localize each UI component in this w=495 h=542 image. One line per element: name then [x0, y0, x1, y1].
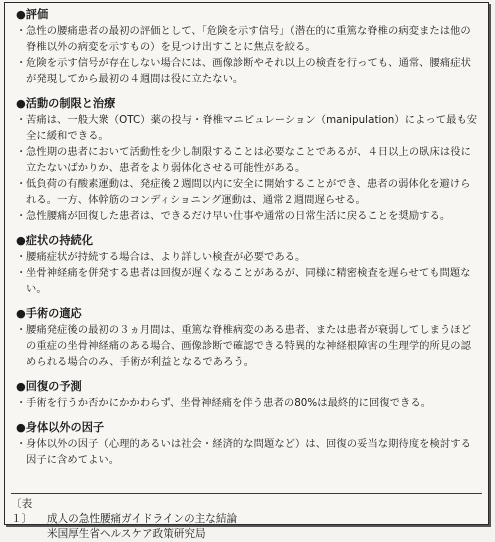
list-item	[16, 265, 480, 297]
section-heading-text: 評価	[25, 8, 49, 21]
table-frame	[4, 2, 489, 540]
list-item	[16, 436, 480, 468]
list-item	[16, 395, 480, 411]
section-heading	[16, 306, 480, 322]
table-title: 成人の急性腰痛ガイドラインの主な結論	[47, 513, 238, 525]
section-heading-text: 活動の制限と治療	[25, 97, 116, 110]
item-bullet-icon: ・	[16, 146, 27, 158]
list-item-text: 坐骨神経痛を併発する患者は回復が遅くなることがあるが、同様に精密検査を遅らせても問題ない。	[26, 267, 471, 295]
item-bullet-icon: ・	[16, 57, 27, 69]
item-bullet-icon: ・	[16, 210, 27, 222]
list-item	[16, 55, 480, 87]
item-bullet-icon: ・	[16, 114, 27, 126]
section	[16, 96, 480, 224]
list-item	[16, 23, 480, 55]
item-bullet-icon: ・	[16, 25, 27, 37]
list-item-text: 苦痛は、一般大衆（OTC）薬の投与・脊椎マニピュレーション（manipulation）によって最も安全に緩和できる。	[26, 114, 478, 142]
section-gap	[16, 87, 480, 96]
section-gap	[16, 411, 480, 420]
list-item	[16, 322, 480, 370]
table-caption	[11, 497, 237, 542]
section-heading-text: 身体以外の因子	[25, 421, 105, 434]
heading-bullet-icon: ●	[16, 380, 26, 393]
item-bullet-icon: ・	[16, 438, 27, 450]
heading-bullet-icon: ●	[16, 8, 26, 21]
section-heading	[16, 379, 480, 395]
section	[16, 233, 480, 297]
section-heading-text: 手術の適応	[25, 307, 82, 320]
section-heading	[16, 96, 480, 112]
list-item-text: 急性期の患者において活動性を少し制限することは必要なことであるが、４日以上の臥床は役に立たないばかりか、患者をより弱体化させる可能性がある。	[26, 146, 471, 174]
section-gap	[16, 370, 480, 379]
list-item-text: 急性腰痛が回復した患者は、できるだけ早い仕事や通常の日常生活に戻ることを奨励する。	[26, 210, 451, 222]
guideline-content	[16, 7, 480, 468]
table-source: 米国厚生省ヘルスケア政策研究局	[47, 528, 206, 540]
heading-bullet-icon: ●	[16, 307, 26, 320]
item-bullet-icon: ・	[16, 324, 27, 336]
list-item-text: 危険を示す信号が存在しない場合には、画像診断やそれ以上の検査を行っても、通常、腰痛症状が発現してから最初の４週間は役に立たない。	[26, 57, 471, 85]
section-heading-text: 回復の予測	[25, 380, 82, 393]
item-bullet-icon: ・	[16, 251, 27, 263]
item-bullet-icon: ・	[16, 267, 27, 279]
list-item	[16, 144, 480, 176]
section	[16, 379, 480, 411]
list-item	[16, 208, 480, 224]
list-item	[16, 112, 480, 144]
section-heading	[16, 7, 480, 23]
section-gap	[16, 297, 480, 306]
section	[16, 420, 480, 468]
list-item-text: 腰痛症状が持続する場合は、より詳しい検査が必要である。	[26, 251, 306, 263]
list-item-text: 手術を行うか否かにかかわらず、坐骨神経痛を伴う患者の80%は最終的に回復できる。	[26, 397, 432, 409]
list-item-text: 急性の腰痛患者の最初の評価として、「危険を示す信号」（潜在的に重篤な脊椎の病変または他の脊椎以外の病変を示すもの）を見つけ出すことに焦点を絞る。	[26, 25, 471, 53]
section	[16, 7, 480, 87]
section-heading	[16, 233, 480, 249]
heading-bullet-icon: ●	[16, 421, 26, 434]
list-item-text: 身体以外の因子（心理的あるいは社会・経済的な問題など）は、回復の妥当な期待度を検討する因子に含めてよい。	[26, 438, 471, 466]
list-item	[16, 176, 480, 208]
heading-bullet-icon: ●	[16, 234, 26, 247]
section	[16, 306, 480, 370]
table-label: 〔表１〕	[11, 498, 33, 525]
item-bullet-icon: ・	[16, 397, 27, 409]
caption-divider	[11, 493, 482, 494]
list-item	[16, 249, 480, 265]
list-item-text: 腰痛発症後の最初の３ヵ月間は、重篤な脊椎病変のある患者、または患者が衰弱してしまうほどの重症の坐骨神経痛のある場合、画像診断で確認できる特異的な神経根障害の生理学的所見の認められる場合のみ、手術が利益となるであろう。	[26, 324, 471, 368]
list-item-text: 低負荷の有酸素運動は、発症後２週間以内に安全に開始することができ、患者の弱体化を避けられる。一方、体幹筋のコンディショニング運動は、通常２週間遅らせる。	[26, 178, 471, 206]
item-bullet-icon: ・	[16, 178, 27, 190]
section-heading	[16, 420, 480, 436]
heading-bullet-icon: ●	[16, 97, 26, 110]
section-gap	[16, 224, 480, 233]
section-heading-text: 症状の持続化	[25, 234, 93, 247]
